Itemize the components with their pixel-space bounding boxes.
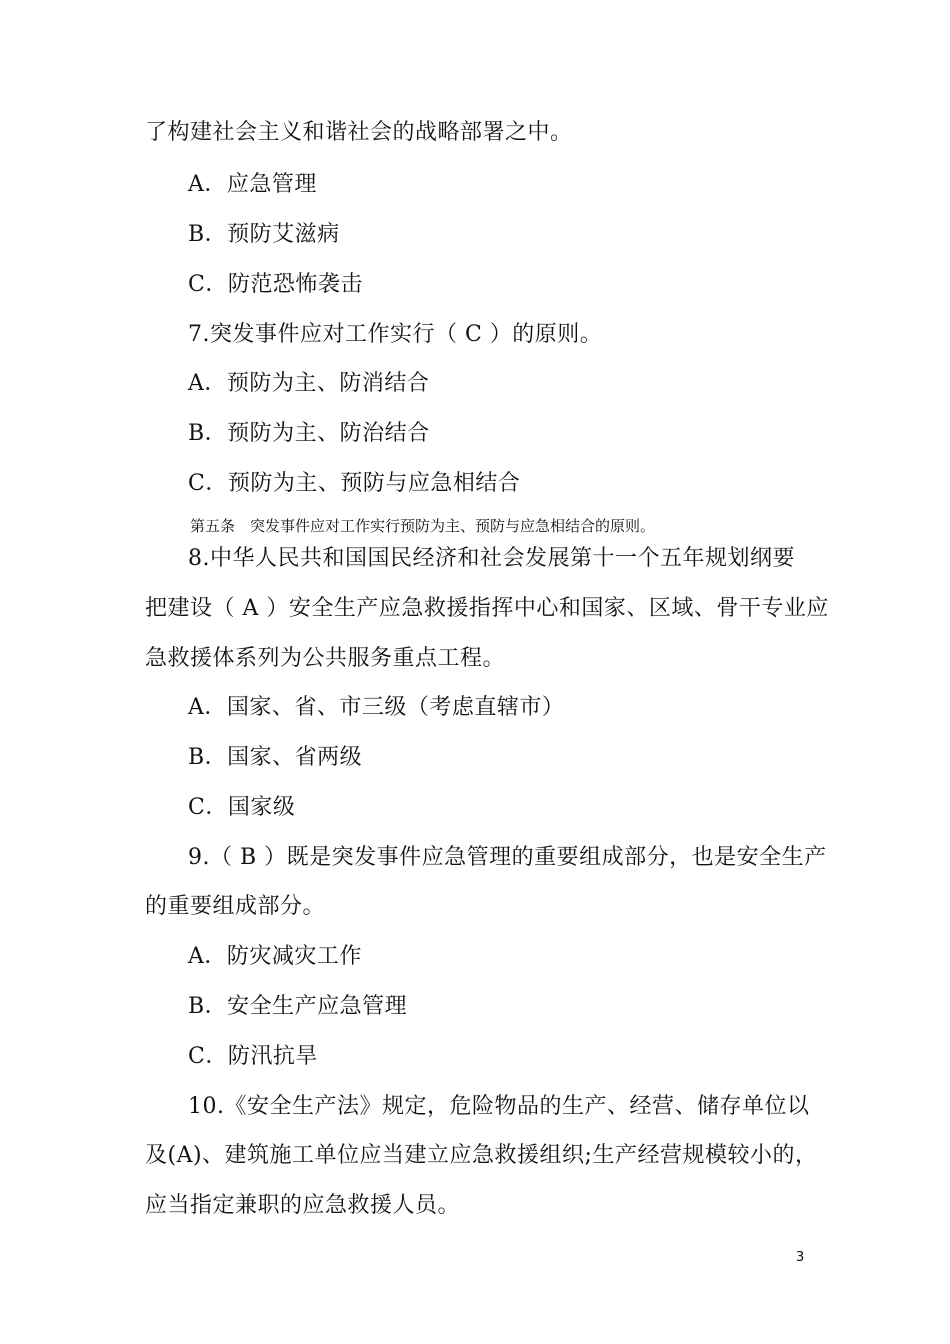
question-10: 10.《安全生产法》规定，危险物品的生产、经营、储存单位以 bbox=[188, 1094, 810, 1119]
option-a: A．应急管理 bbox=[188, 172, 317, 197]
option-b: B．预防艾滋病 bbox=[188, 222, 340, 247]
option-a: A．预防为主、防消结合 bbox=[188, 371, 430, 396]
question-9: 9.（ B ）既是突发事件应急管理的重要组成部分，也是安全生产 bbox=[188, 845, 827, 870]
question-7: 7.突发事件应对工作实行（ C ）的原则。 bbox=[188, 322, 603, 347]
page-number: 3 bbox=[796, 1250, 805, 1265]
text-line: 的重要组成部分。 bbox=[145, 894, 326, 919]
option-a: A．防灾减灾工作 bbox=[188, 944, 362, 969]
option-a: A．国家、省、市三级（考虑直辖市） bbox=[188, 695, 565, 720]
option-c: C．国家级 bbox=[188, 795, 296, 820]
option-c: C．防汛抗旱 bbox=[188, 1044, 318, 1069]
text-line: 及(A)、建筑施工单位应当建立应急救援组织;生产经营规模较小的， bbox=[145, 1143, 818, 1168]
option-b: B．国家、省两级 bbox=[188, 745, 363, 770]
text-line: 应当指定兼职的应急救援人员。 bbox=[145, 1193, 461, 1218]
text-line: 急救援体系列为公共服务重点工程。 bbox=[145, 646, 506, 671]
option-c: C．预防为主、预防与应急相结合 bbox=[188, 471, 521, 496]
text-line: 了构建社会主义和谐社会的战略部署之中。 bbox=[145, 120, 573, 145]
question-8: 8.中华人民共和国国民经济和社会发展第十一个五年规划纲要 bbox=[188, 546, 795, 571]
text-line: 把建设（ A ）安全生产应急救援指挥中心和国家、区域、骨干专业应 bbox=[145, 596, 829, 621]
option-c: C．防范恐怖袭击 bbox=[188, 272, 363, 297]
option-b: B．预防为主、防治结合 bbox=[188, 421, 430, 446]
note-line: 第五条 突发事件应对工作实行预防为主、预防与应急相结合的原则。 bbox=[190, 517, 656, 535]
option-b: B．安全生产应急管理 bbox=[188, 994, 408, 1019]
